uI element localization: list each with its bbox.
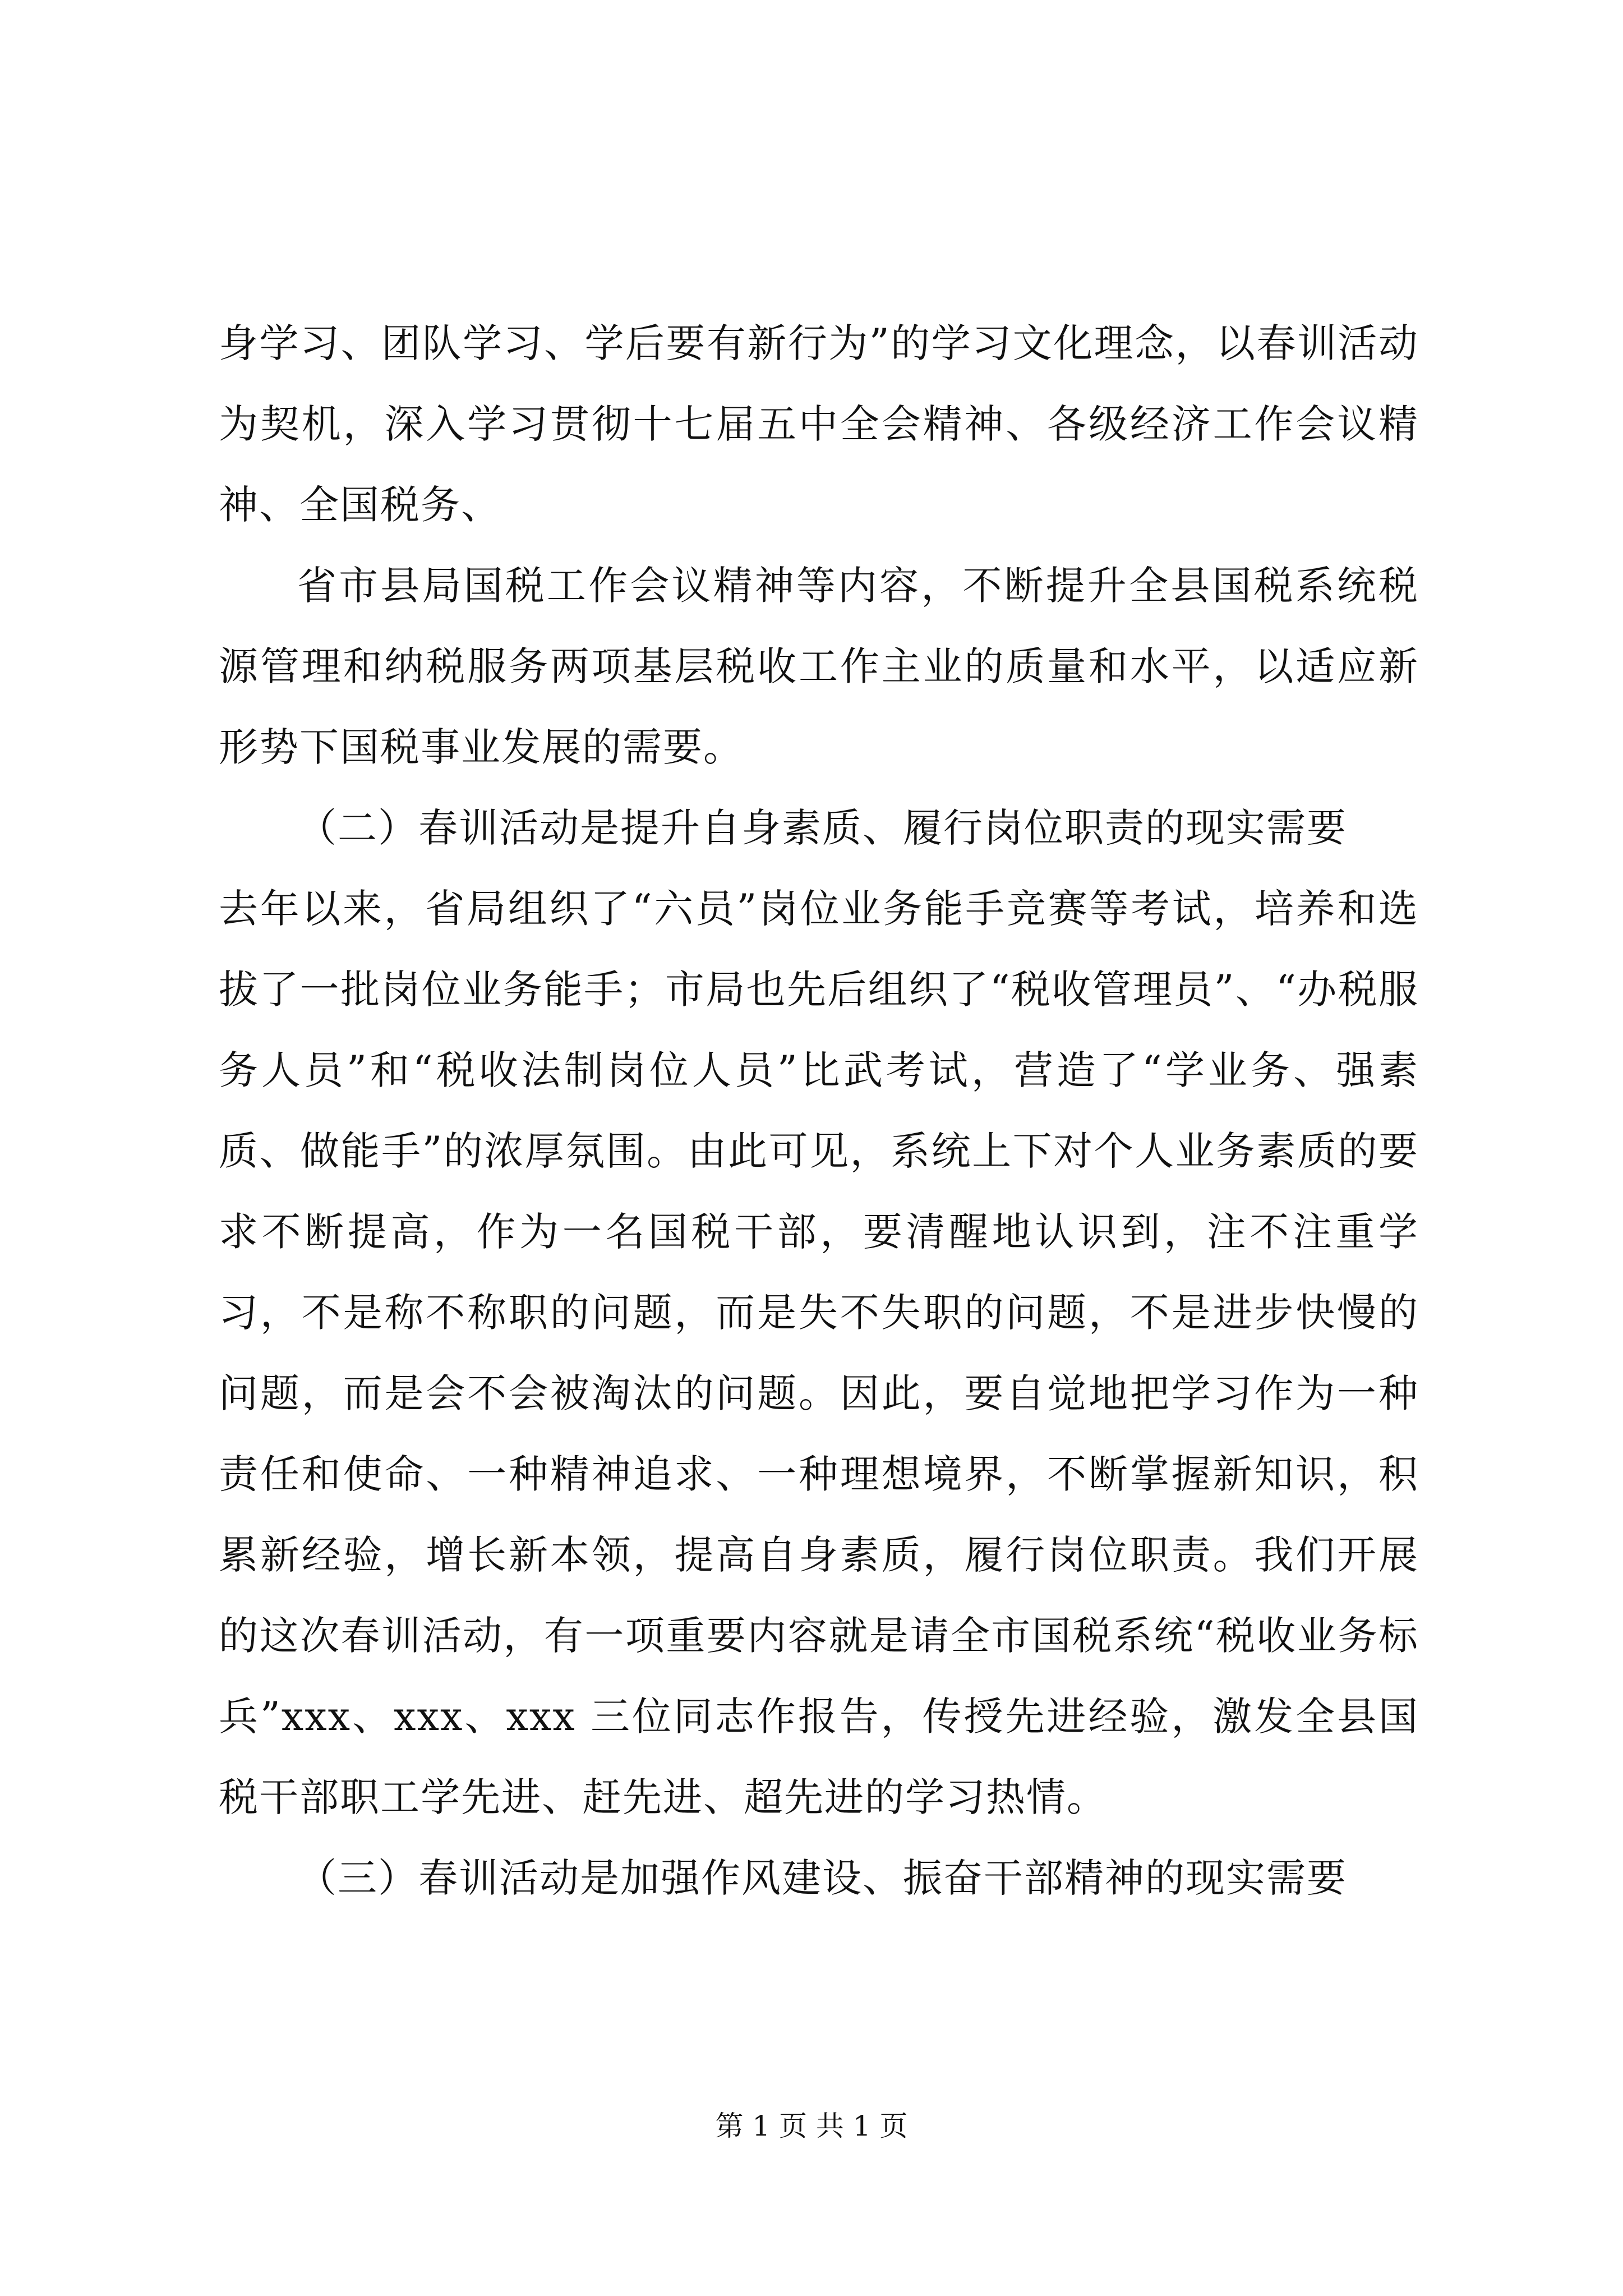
document-body: [219, 303, 1419, 1918]
paragraph-1: 身学习、团队学习、学后要有新行为”的学习文化理念，以春训活动为契机，深入学习贯彻十七届五中全会精神、各级经济工作会议精神、全国税务、: [219, 320, 1419, 528]
section-heading-2: （二）春训活动是提升自身素质、履行岗位职责的现实需要: [297, 805, 1347, 851]
paragraph-3: 去年以来，省局组织了“六员”岗位业务能手竞赛等考试，培养和选拔了一批岗位业务能手；市局也先后组织了“税收管理员”、“办税服务人员”和“税收法制岗位人员”比武考试，营造了“学业务、强素质、做能手”的浓厚氛围。由此可见，系统上下对个人业务素质的要求不断提高，作为一名国税干部，要清醒地认识到，注不注重学习，不是称不称职的问题，而是失不失职的问题，不是进步快慢的问题，而是会不会被淘汰的问题。因此，要自觉地把学习作为一种责任和使命、一种精神追求、一种理想境界，不断掌握新知识，积累新经验，增长新本领，提高自身素质，履行岗位职责。我们开展的这次春训活动，有一项重要内容就是请全市国税系统“税收业务标兵”xxx、xxx、xxx 三位同志作报告，传授先进经验，激发全县国税干部职工学先进、赶先进、超先进的学习热情。: [219, 886, 1419, 1820]
section-heading-3: （三）春训活动是加强作风建设、振奋干部精神的现实需要: [297, 1855, 1347, 1901]
page-footer: 第 1 页 共 1 页: [715, 2110, 908, 2142]
paragraph-2: 省市县局国税工作会议精神等内容，不断提升全县国税系统税源管理和纳税服务两项基层税收工作主业的质量和水平，以适应新形势下国税事业发展的需要。: [219, 563, 1419, 770]
